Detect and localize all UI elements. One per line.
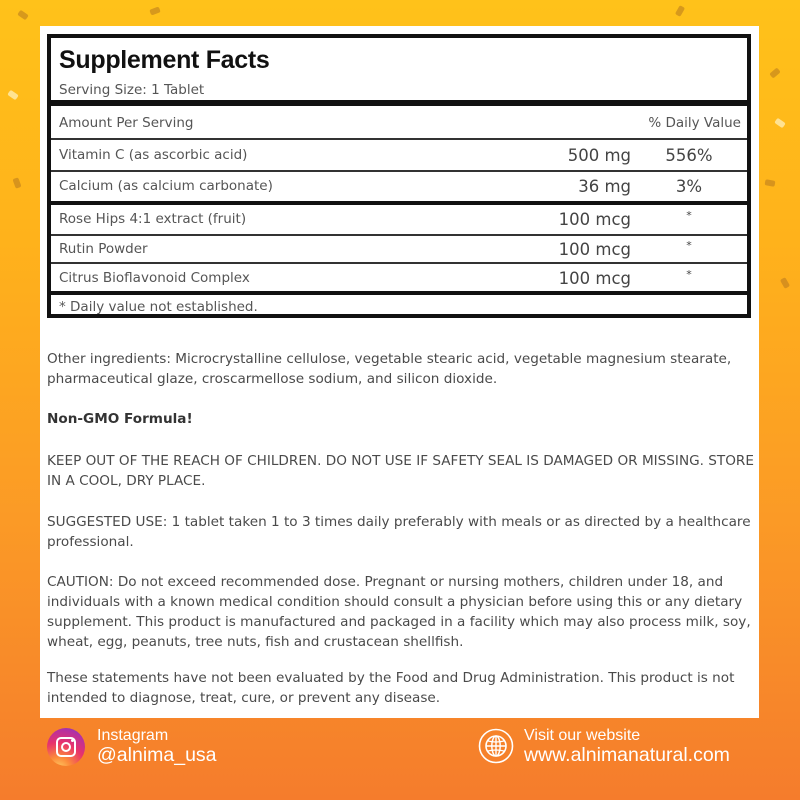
confetti-decoration (17, 10, 29, 21)
confetti-decoration (12, 177, 21, 188)
website-label: Visit our website (524, 727, 641, 744)
serving-size: Serving Size: 1 Tablet (59, 82, 205, 98)
table-row (51, 263, 747, 293)
suggested-use-text: SUGGESTED USE: 1 tablet taken 1 to 3 times daily preferably with meals or as directed by a healthcare professional. (47, 514, 751, 550)
nutrient-name: Rutin Powder (59, 241, 148, 257)
amount-per-serving-header: Amount Per Serving (59, 115, 194, 131)
instagram-handle-link[interactable]: @alnima_usa (97, 744, 217, 766)
nutrient-name: Citrus Bioflavonoid Complex (59, 270, 250, 286)
confetti-decoration (774, 118, 786, 129)
nutrient-daily-value: 556% (665, 146, 713, 165)
confetti-decoration (149, 6, 160, 15)
instagram-icon[interactable] (47, 728, 85, 766)
confetti-decoration (780, 277, 790, 289)
thick-divider (51, 100, 747, 106)
thick-divider (51, 291, 747, 295)
facts-title: Supplement Facts (59, 46, 270, 74)
confetti-decoration (769, 67, 781, 78)
table-row (51, 204, 747, 234)
nutrient-amount: 100 mcg (558, 269, 631, 288)
nutrient-amount: 100 mcg (558, 240, 631, 259)
nutrient-daily-value: * (686, 239, 692, 252)
warning-text: KEEP OUT OF THE REACH OF CHILDREN. DO NOT USE IF SAFETY SEAL IS DAMAGED OR MISSING. STORE IN A COOL, DRY PLACE. (47, 453, 754, 489)
daily-value-header: % Daily Value (648, 115, 741, 131)
table-row (51, 171, 747, 201)
daily-value-footnote: * Daily value not established. (59, 299, 258, 315)
confetti-decoration (765, 179, 776, 187)
non-gmo-text: Non-GMO Formula! (47, 411, 193, 427)
nutrient-amount: 500 mg (567, 146, 631, 165)
fda-disclaimer-text: These statements have not been evaluated by the Food and Drug Administration. This product is not intended to diagnose, treat, cure, or prevent any disease. (47, 670, 735, 706)
instagram-label: Instagram (97, 727, 169, 744)
confetti-decoration (675, 5, 685, 17)
nutrient-amount: 36 mg (578, 177, 631, 196)
caution-text: CAUTION: Do not exceed recommended dose. Pregnant or nursing mothers, children under 18, and individuals with a known medical condition should consult a physician before using this or any dietary supplement. This product is manufactured and packaged in a facility which may also process milk, soy, wheat, egg, peanuts, tree nuts, fish and crustacean shellfish. (47, 574, 751, 650)
product-info-panel (40, 26, 759, 718)
nutrient-amount: 100 mcg (558, 210, 631, 229)
table-row (51, 234, 747, 264)
table-row (51, 140, 747, 170)
nutrient-name: Calcium (as calcium carbonate) (59, 178, 273, 194)
nutrient-name: Rose Hips 4:1 extract (fruit) (59, 211, 247, 227)
supplement-facts-label (47, 34, 751, 318)
website-url-link[interactable]: www.alnimanatural.com (524, 744, 730, 766)
nutrient-daily-value: * (686, 209, 692, 222)
nutrient-daily-value: 3% (675, 177, 703, 196)
other-ingredients-text: Other ingredients: Microcrystalline cellulose, vegetable stearic acid, vegetable magnesium stearate, pharmaceutical glaze, croscarmellose sodium, and silicon dioxide. (47, 351, 732, 387)
header-row (51, 108, 747, 138)
confetti-decoration (7, 90, 19, 101)
globe-icon (478, 728, 514, 764)
nutrient-daily-value: * (686, 268, 692, 281)
nutrient-name: Vitamin C (as ascorbic acid) (59, 147, 248, 163)
